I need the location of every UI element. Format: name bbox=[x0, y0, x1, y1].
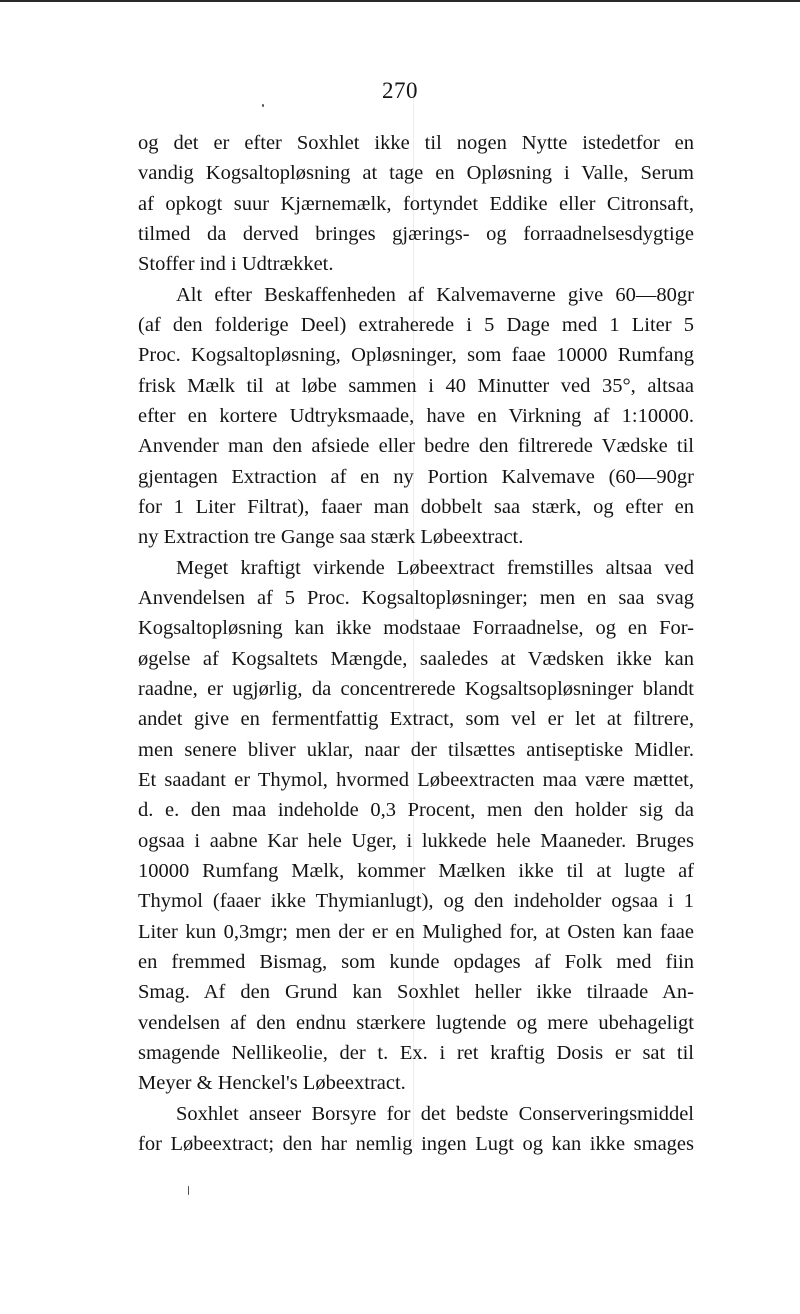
text-line: men senere bliver uklar, naar der tilsættes antiseptiske Midler. bbox=[138, 738, 694, 761]
text-line: Kogsaltopløsning kan ikke modstaae Forraadnelse, og en For- bbox=[138, 617, 694, 640]
text-line: øgelse af Kogsaltets Mængde, saaledes at Vædsken ikke kan bbox=[138, 647, 694, 670]
text-line: frisk Mælk til at løbe sammen i 40 Minutter ved 35°, altsaa bbox=[138, 374, 694, 397]
text-line: Anvendelsen af 5 Proc. Kogsaltopløsninger; men en saa svag bbox=[138, 586, 694, 609]
text-line: gjentagen Extraction af en ny Portion Kalvemave (60—90gr bbox=[138, 465, 694, 488]
text-line: efter en kortere Udtryksmaade, have en Virkning af 1:10000. bbox=[138, 404, 694, 427]
text-line: andet give en fermentfattig Extract, som vel er let at filtrere, bbox=[138, 708, 694, 731]
text-line: Meget kraftigt virkende Løbeextract fremstilles altsaa ved bbox=[176, 556, 694, 579]
text-line: tilmed da derved bringes gjærings- og forraadnelsesdygtige bbox=[138, 222, 694, 245]
text-line: vandig Kogsaltopløsning at tage en Opløsning i Valle, Serum bbox=[138, 162, 694, 185]
text-line: ny Extraction tre Gange saa stærk Løbeextract. bbox=[138, 526, 524, 549]
text-line: (af den folderige Deel) extraherede i 5 Dage med 1 Liter 5 bbox=[138, 313, 694, 336]
text-line: ogsaa i aabne Kar hele Uger, i lukkede hele Maaneder. Bruges bbox=[138, 829, 694, 852]
text-line: Stoffer ind i Udtrækket. bbox=[138, 253, 334, 276]
scan-speck bbox=[188, 1186, 189, 1195]
text-line: Meyer & Henckel's Løbeextract. bbox=[138, 1072, 406, 1095]
text-line: Liter kun 0,3mgr; men der er en Mulighed for, at Osten kan faae bbox=[138, 920, 694, 943]
text-line: smagende Nellikeolie, der t. Ex. i ret kraftig Dosis er sat til bbox=[138, 1041, 694, 1064]
text-line: Anvender man den afsiede eller bedre den filtrerede Vædske til bbox=[138, 435, 694, 458]
text-line: d. e. den maa indeholde 0,3 Procent, men den holder sig da bbox=[138, 799, 694, 822]
top-edge-rule bbox=[0, 0, 800, 2]
text-line: raadne, er ugjørlig, da concentrerede Kogsaltsopløsninger blandt bbox=[138, 677, 694, 700]
text-line: Smag. Af den Grund kan Soxhlet heller ikke tilraade An- bbox=[138, 981, 694, 1004]
text-line: en fremmed Bismag, som kunde opdages af Folk med fiin bbox=[138, 950, 694, 973]
scan-speck bbox=[262, 104, 264, 107]
body-text bbox=[138, 128, 694, 1159]
text-line: Et saadant er Thymol, hvormed Løbeextracten maa være mættet, bbox=[138, 768, 694, 791]
text-line: Proc. Kogsaltopløsning, Opløsninger, som faae 10000 Rumfang bbox=[138, 344, 694, 367]
text-line: af opkogt suur Kjærnemælk, fortyndet Eddike eller Citronsaft, bbox=[138, 192, 694, 215]
text-line: for Løbeextract; den har nemlig ingen Lugt og kan ikke smages bbox=[138, 1132, 694, 1155]
text-line: for 1 Liter Filtrat), faaer man dobbelt saa stærk, og efter en bbox=[138, 495, 694, 518]
text-line: vendelsen af den endnu stærkere lugtende og mere ubehageligt bbox=[138, 1011, 694, 1034]
text-line: Alt efter Beskaffenheden af Kalvemaverne give 60—80gr bbox=[176, 283, 694, 306]
text-line: Thymol (faaer ikke Thymianlugt), og den indeholder ogsaa i 1 bbox=[138, 890, 694, 913]
text-line: og det er efter Soxhlet ikke til nogen Nytte istedetfor en bbox=[138, 132, 694, 154]
page-number: 270 bbox=[382, 78, 418, 103]
text-line: Soxhlet anseer Borsyre for det bedste Conserveringsmiddel bbox=[176, 1102, 694, 1125]
text-line: 10000 Rumfang Mælk, kommer Mælken ikke til at lugte af bbox=[138, 859, 694, 882]
